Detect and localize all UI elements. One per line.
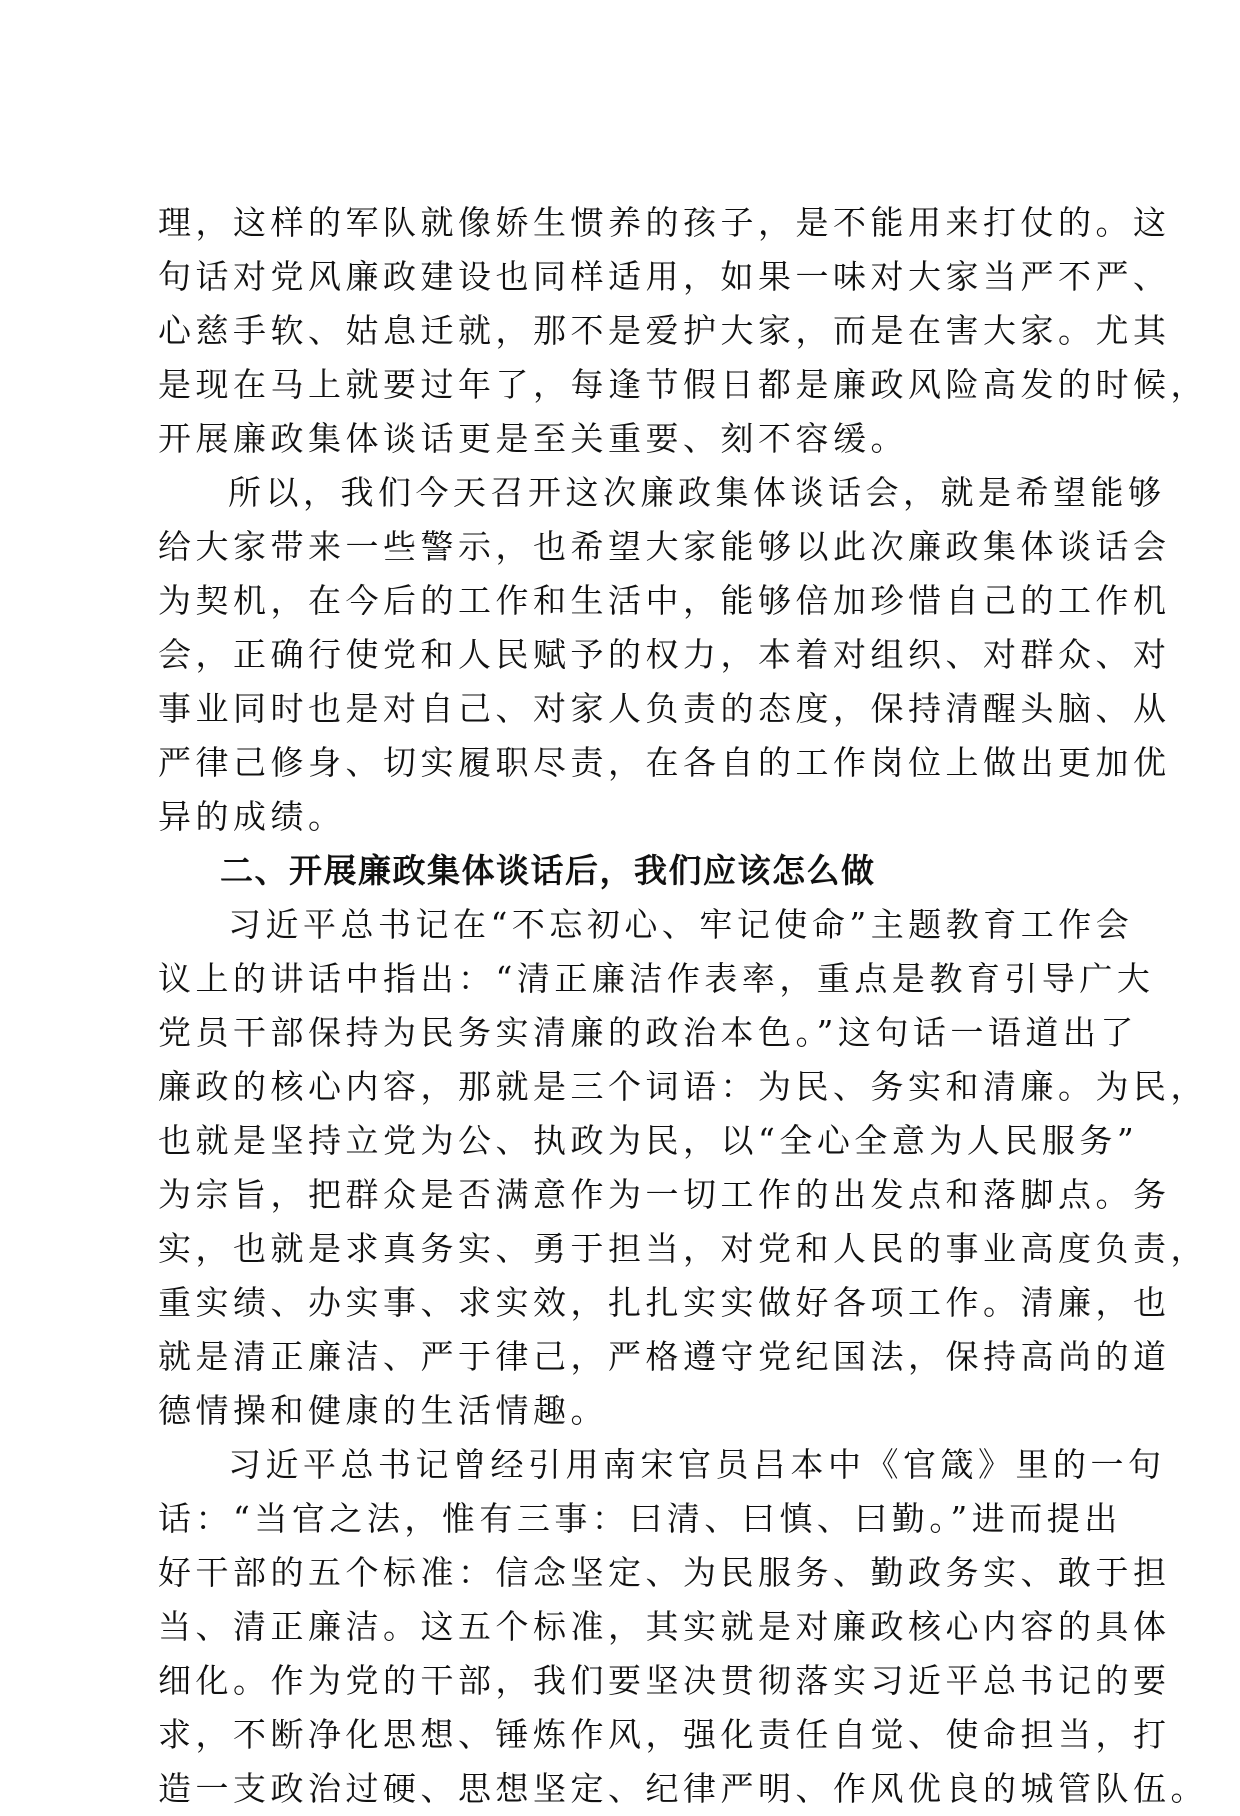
text-line: 也就是坚持立党为公、执政为民，以“全心全意为人民服务” <box>158 1121 1139 1160</box>
text-line: 开展廉政集体谈话更是至关重要、刻不容缓。 <box>158 419 908 458</box>
text-line: 细化。作为党的干部，我们要坚决贯彻落实习近平总书记的要 <box>158 1661 1171 1700</box>
text-line: 话：“当官之法，惟有三事：曰清、曰慎、曰勤。”进而提出 <box>158 1499 1122 1538</box>
text-line: 句话对党风廉政建设也同样适用，如果一味对大家当严不严、 <box>158 257 1171 296</box>
text-line: 所以，我们今天召开这次廉政集体谈话会，就是希望能够 <box>228 473 1166 512</box>
text-line: 德情操和健康的生活情趣。 <box>158 1391 608 1430</box>
section-heading-text: 二、开展廉政集体谈话后，我们应该怎么做 <box>220 851 876 890</box>
text-line: 给大家带来一些警示，也希望大家能够以此次廉政集体谈话会 <box>158 527 1171 566</box>
text-line: 习近平总书记曾经引用南宋官员吕本中《官箴》里的一句 <box>228 1445 1166 1484</box>
text-line: 心慈手软、姑息迁就，那不是爱护大家，而是在害大家。尤其 <box>158 311 1171 350</box>
text-line: 廉政的核心内容，那就是三个词语：为民、务实和清廉。为民， <box>158 1067 1208 1106</box>
text-line: 求，不断净化思想、锤炼作风，强化责任自觉、使命担当，打 <box>158 1715 1171 1754</box>
text-line: 党员干部保持为民务实清廉的政治本色。”这句话一语道出了 <box>158 1013 1138 1052</box>
document-page <box>158 196 1208 1816</box>
text-line: 理，这样的军队就像娇生惯养的孩子，是不能用来打仗的。这 <box>158 203 1171 242</box>
text-line: 严律己修身、切实履职尽责，在各自的工作岗位上做出更加优 <box>158 743 1171 782</box>
text-line: 为契机，在今后的工作和生活中，能够倍加珍惜自己的工作机 <box>158 581 1171 620</box>
paragraph-core-content <box>158 898 1208 1438</box>
paragraph-standards <box>158 1438 1208 1816</box>
text-line: 当、清正廉洁。这五个标准，其实就是对廉政核心内容的具体 <box>158 1607 1171 1646</box>
text-line: 重实绩、办实事、求实效，扎扎实实做好各项工作。清廉，也 <box>158 1283 1171 1322</box>
text-line: 异的成绩。 <box>158 797 346 836</box>
text-line: 习近平总书记在“不忘初心、牢记使命”主题教育工作会 <box>228 905 1134 944</box>
text-line: 实，也就是求真务实、勇于担当，对党和人民的事业高度负责， <box>158 1229 1208 1268</box>
text-line: 议上的讲话中指出：“清正廉洁作表率，重点是教育引导广大 <box>158 959 1155 998</box>
text-line: 就是清正廉洁、严于律己，严格遵守党纪国法，保持高尚的道 <box>158 1337 1171 1376</box>
text-line: 是现在马上就要过年了，每逢节假日都是廉政风险高发的时候， <box>158 365 1208 404</box>
text-line: 造一支政治过硬、思想坚定、纪律严明、作风优良的城管队伍。 <box>158 1769 1208 1808</box>
text-line: 为宗旨，把群众是否满意作为一切工作的出发点和落脚点。务 <box>158 1175 1171 1214</box>
section-heading <box>158 844 1082 898</box>
text-line: 会，正确行使党和人民赋予的权力，本着对组织、对群众、对 <box>158 635 1171 674</box>
paragraph-continued <box>158 196 1208 466</box>
paragraph-purpose <box>158 466 1171 844</box>
text-line: 好干部的五个标准：信念坚定、为民服务、勤政务实、敢于担 <box>158 1553 1171 1592</box>
text-line: 事业同时也是对自己、对家人负责的态度，保持清醒头脑、从 <box>158 689 1171 728</box>
